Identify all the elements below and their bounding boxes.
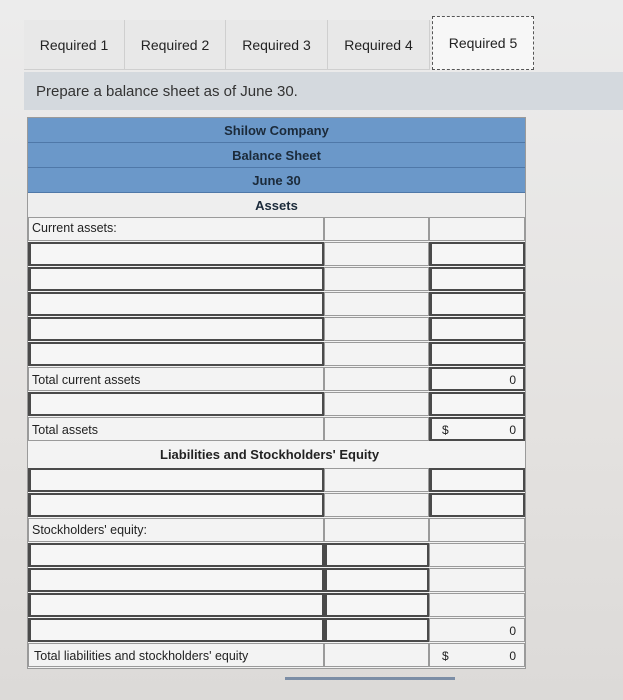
current-asset-amount-cell: [324, 317, 429, 341]
total-current-assets-label: Total current assets: [32, 373, 141, 387]
current-asset-amount-input[interactable]: [429, 342, 525, 366]
current-asset-amount-cell: [324, 342, 429, 366]
blank-cell: [324, 493, 429, 517]
instruction-text: Prepare a balance sheet as of June 30.: [24, 72, 623, 110]
tab-required-2[interactable]: Required 2: [125, 20, 226, 70]
noncurrent-asset-amount-input[interactable]: [429, 392, 525, 416]
blank-cell: [324, 468, 429, 492]
blank-cell: [324, 217, 429, 241]
total-assets-currency: $: [442, 423, 449, 437]
statement-title: Balance Sheet: [28, 143, 525, 168]
noncurrent-asset-account-input[interactable]: [28, 392, 324, 416]
blank-cell: [429, 543, 525, 567]
company-name: Shilow Company: [28, 118, 525, 143]
current-asset-amount-input[interactable]: [429, 242, 525, 266]
current-asset-account-input[interactable]: [28, 342, 324, 366]
equity-account-input[interactable]: [28, 618, 324, 642]
equity-amount-input[interactable]: [324, 543, 429, 567]
current-asset-amount-input[interactable]: [429, 292, 525, 316]
balance-sheet: [27, 117, 526, 669]
liability-account-input[interactable]: [28, 468, 324, 492]
current-asset-amount-input[interactable]: [429, 317, 525, 341]
blank-cell: [324, 367, 429, 391]
blank-cell: [429, 518, 525, 542]
tab-required-1[interactable]: Required 1: [24, 20, 125, 70]
current-asset-account-input[interactable]: [28, 292, 324, 316]
total-assets-value: 0: [509, 423, 516, 437]
blank-cell: [429, 217, 525, 241]
equity-amount-input[interactable]: [324, 593, 429, 617]
tab-required-4[interactable]: Required 4: [328, 20, 430, 70]
equity-amount-input[interactable]: [324, 618, 429, 642]
blank-cell: [324, 643, 429, 667]
stockholders-equity-label: Stockholders' equity:: [32, 523, 147, 537]
total-liab-equity-value: 0: [509, 649, 516, 663]
current-asset-account-input[interactable]: [28, 317, 324, 341]
equity-account-input[interactable]: [28, 543, 324, 567]
current-asset-amount-input[interactable]: [429, 267, 525, 291]
current-asset-amount-cell: [324, 242, 429, 266]
blank-cell: [324, 518, 429, 542]
tab-required-3[interactable]: Required 3: [226, 20, 328, 70]
current-asset-amount-cell: [324, 292, 429, 316]
tab-required-5[interactable]: Required 5: [432, 16, 534, 70]
liability-amount-input[interactable]: [429, 468, 525, 492]
current-asset-account-input[interactable]: [28, 267, 324, 291]
assets-heading: Assets: [28, 193, 525, 218]
liability-amount-input[interactable]: [429, 493, 525, 517]
total-liab-equity-label: Total liabilities and stockholders' equity: [34, 649, 249, 663]
blank-cell: [324, 392, 429, 416]
blank-cell: [429, 593, 525, 617]
tab-bar: [24, 20, 534, 70]
total-equity-value: 0: [509, 624, 516, 638]
equity-account-input[interactable]: [28, 568, 324, 592]
total-current-assets-value: 0: [509, 373, 516, 387]
total-assets-label: Total assets: [32, 423, 99, 437]
liabilities-equity-heading: Liabilities and Stockholders' Equity: [160, 447, 380, 462]
equity-amount-input[interactable]: [324, 568, 429, 592]
statement-date: June 30: [28, 168, 525, 193]
current-assets-label: Current assets:: [32, 221, 117, 235]
current-asset-amount-cell: [324, 267, 429, 291]
total-liab-equity-currency: $: [442, 649, 449, 663]
scroll-indicator: [285, 677, 455, 680]
equity-account-input[interactable]: [28, 593, 324, 617]
blank-cell: [429, 568, 525, 592]
current-asset-account-input[interactable]: [28, 242, 324, 266]
liability-account-input[interactable]: [28, 493, 324, 517]
blank-cell: [324, 417, 429, 441]
